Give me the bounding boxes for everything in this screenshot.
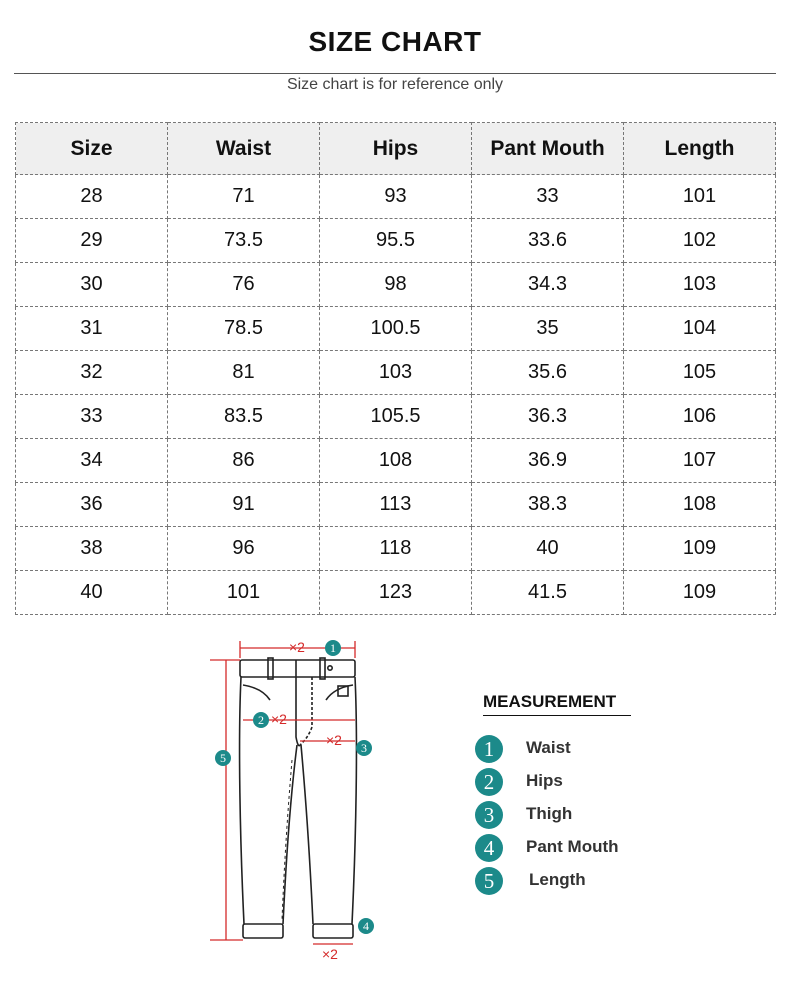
table-row [16, 527, 776, 571]
table-row [16, 483, 776, 527]
svg-text:4: 4 [363, 919, 369, 933]
legend-label: Hips [526, 771, 563, 790]
pants-diagram [205, 632, 385, 962]
table-cell: 106 [624, 395, 776, 439]
legend-item-waist [474, 734, 674, 764]
svg-text:1: 1 [330, 641, 336, 655]
column-header: Length [624, 123, 776, 175]
svg-text:3: 3 [483, 803, 495, 827]
table-cell: 101 [168, 571, 320, 615]
waist-multiplier: ×2 [289, 639, 305, 655]
svg-text:4: 4 [483, 836, 495, 860]
table-cell: 96 [168, 527, 320, 571]
marker-thigh [356, 740, 372, 756]
number-4-icon [474, 833, 504, 863]
table-row [16, 439, 776, 483]
marker-pant-mouth [358, 918, 374, 934]
table-row [16, 219, 776, 263]
table-cell: 36 [16, 483, 168, 527]
table-cell: 93 [320, 175, 472, 219]
svg-text:5: 5 [220, 751, 226, 765]
legend-label: Pant Mouth [526, 837, 619, 856]
svg-text:5: 5 [483, 869, 495, 893]
table-cell: 98 [320, 263, 472, 307]
table-cell: 104 [624, 307, 776, 351]
svg-text:3: 3 [361, 741, 367, 755]
table-cell: 105 [624, 351, 776, 395]
pant-mouth-multiplier: ×2 [322, 946, 338, 962]
svg-text:2: 2 [258, 713, 264, 727]
table-cell: 123 [320, 571, 472, 615]
table-cell: 28 [16, 175, 168, 219]
page-subtitle: Size chart is for reference only [286, 76, 504, 93]
table-cell: 76 [168, 263, 320, 307]
number-5-icon [474, 866, 504, 896]
table-cell: 34 [16, 439, 168, 483]
table-row [16, 307, 776, 351]
table-cell: 33 [16, 395, 168, 439]
table-cell: 38.3 [472, 483, 624, 527]
legend-label: Thigh [526, 804, 573, 823]
svg-text:2: 2 [483, 770, 495, 794]
page-title: SIZE CHART [308, 26, 482, 57]
table-cell: 38 [16, 527, 168, 571]
table-row [16, 175, 776, 219]
table-cell: 36.9 [472, 439, 624, 483]
number-2-icon [474, 767, 504, 797]
table-cell: 71 [168, 175, 320, 219]
table-row [16, 395, 776, 439]
table-cell: 105.5 [320, 395, 472, 439]
table-row [16, 351, 776, 395]
table-row [16, 263, 776, 307]
table-cell: 91 [168, 483, 320, 527]
legend-item-length [474, 866, 674, 896]
column-header: Pant Mouth [472, 123, 624, 175]
number-3-icon [474, 800, 504, 830]
marker-waist [325, 640, 341, 656]
table-cell: 33 [472, 175, 624, 219]
column-header: Size [16, 123, 168, 175]
table-cell: 109 [624, 527, 776, 571]
table-cell: 35 [472, 307, 624, 351]
table-cell: 86 [168, 439, 320, 483]
pants-outline [240, 658, 357, 938]
table-cell: 29 [16, 219, 168, 263]
legend-item-pant-mouth [474, 833, 674, 863]
table-cell: 40 [472, 527, 624, 571]
table-cell: 34.3 [472, 263, 624, 307]
hips-multiplier: ×2 [271, 711, 287, 727]
column-header: Waist [168, 123, 320, 175]
svg-text:1: 1 [483, 737, 495, 761]
table-cell: 108 [320, 439, 472, 483]
legend-label: Waist [526, 738, 571, 757]
column-header: Hips [320, 123, 472, 175]
table-cell: 33.6 [472, 219, 624, 263]
table-cell: 102 [624, 219, 776, 263]
table-cell: 108 [624, 483, 776, 527]
table-cell: 81 [168, 351, 320, 395]
legend-label: Length [529, 870, 586, 889]
table-cell: 113 [320, 483, 472, 527]
table-cell: 118 [320, 527, 472, 571]
marker-hips [253, 712, 269, 728]
multiplier-labels [271, 639, 342, 962]
size-table [15, 122, 776, 615]
table-cell: 107 [624, 439, 776, 483]
thigh-multiplier: ×2 [326, 732, 342, 748]
table-cell: 101 [624, 175, 776, 219]
table-row [16, 571, 776, 615]
table-cell: 73.5 [168, 219, 320, 263]
legend-item-thigh [474, 800, 674, 830]
table-cell: 30 [16, 263, 168, 307]
table-cell: 78.5 [168, 307, 320, 351]
table-cell: 103 [624, 263, 776, 307]
table-cell: 40 [16, 571, 168, 615]
table-cell: 32 [16, 351, 168, 395]
table-cell: 95.5 [320, 219, 472, 263]
legend-item-hips [474, 767, 674, 797]
number-1-icon [474, 734, 504, 764]
table-cell: 41.5 [472, 571, 624, 615]
table-header-row [16, 123, 776, 175]
table-cell: 83.5 [168, 395, 320, 439]
table-cell: 35.6 [472, 351, 624, 395]
table-cell: 31 [16, 307, 168, 351]
title-divider [14, 73, 776, 74]
measurement-title: MEASUREMENT [483, 692, 631, 716]
table-cell: 109 [624, 571, 776, 615]
table-cell: 36.3 [472, 395, 624, 439]
marker-length [215, 750, 231, 766]
table-cell: 103 [320, 351, 472, 395]
table-cell: 100.5 [320, 307, 472, 351]
